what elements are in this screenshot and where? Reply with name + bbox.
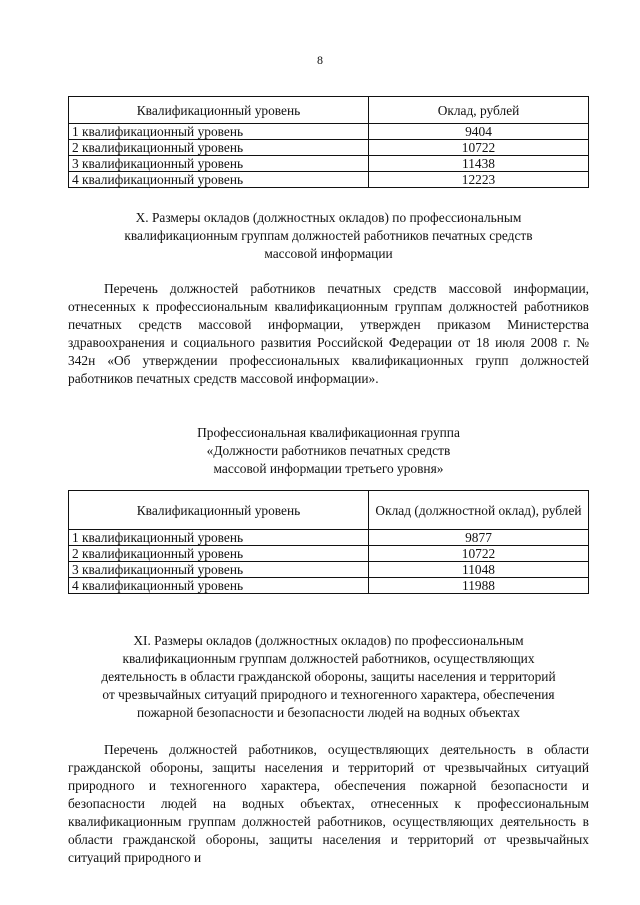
qualification-group-title <box>68 424 589 478</box>
salary-cell: 11048 <box>369 562 589 578</box>
table-row <box>69 140 589 156</box>
salary-table-1 <box>68 96 589 188</box>
salary-cell: 9404 <box>369 124 589 140</box>
section-10-heading <box>68 209 589 263</box>
heading-line: квалификационным группам должностей работников, осуществляющих <box>122 651 535 666</box>
level-cell: 1 квалификационный уровень <box>69 530 369 546</box>
column-header-salary: Оклад (должностной оклад), рублей <box>369 491 589 530</box>
heading-line: деятельность в области гражданской обороны, защиты населения и территорий <box>101 669 556 684</box>
table-row <box>69 124 589 140</box>
salary-cell: 12223 <box>369 172 589 188</box>
column-header-level: Квалификационный уровень <box>69 97 369 124</box>
salary-cell: 10722 <box>369 546 589 562</box>
level-cell: 4 квалификационный уровень <box>69 578 369 594</box>
column-header-salary: Оклад, рублей <box>369 97 589 124</box>
table-row <box>69 156 589 172</box>
group-title-line: массовой информации третьего уровня» <box>213 461 444 476</box>
salary-cell: 9877 <box>369 530 589 546</box>
salary-cell: 10722 <box>369 140 589 156</box>
salary-cell: 11988 <box>369 578 589 594</box>
table-row <box>69 530 589 546</box>
column-header-level: Квалификационный уровень <box>69 491 369 530</box>
heading-line: пожарной безопасности и безопасности людей на водных объектах <box>136 705 521 720</box>
level-cell: 1 квалификационный уровень <box>69 124 369 140</box>
level-cell: 4 квалификационный уровень <box>69 172 369 188</box>
heading-line: квалификационным группам должностей работников печатных средств <box>124 228 533 243</box>
heading-line: от чрезвычайных ситуаций природного и техногенного характера, обеспечения <box>102 687 555 702</box>
page-number: 8 <box>317 53 323 67</box>
table-header-row <box>69 491 589 530</box>
table-header-row <box>69 97 589 124</box>
section-11-heading <box>68 632 589 722</box>
salary-table-2 <box>68 490 589 594</box>
heading-line: XI. Размеры окладов (должностных окладов) по профессиональным <box>133 633 524 648</box>
section-11-paragraph: Перечень должностей работников, осуществляющих деятельность в области гражданской обороны, защиты населения и территорий от чрезвычайных ситуаций природного и техногенного характера, обеспечения пожарной безопасности и безопасности людей на водных объектах, отнесенных к профессиональным квалификационным группам должностей работников, осуществляющих деятельность в области гражданской обороны, защиты населения и территорий от чрезвычайных ситуаций природного и <box>68 742 589 865</box>
group-title-line: Профессиональная квалификационная группа <box>197 425 460 440</box>
salary-cell: 11438 <box>369 156 589 172</box>
level-cell: 3 квалификационный уровень <box>69 156 369 172</box>
group-title-line: «Должности работников печатных средств <box>206 443 451 458</box>
level-cell: 3 квалификационный уровень <box>69 562 369 578</box>
table-row <box>69 172 589 188</box>
table-row <box>69 562 589 578</box>
heading-line: массовой информации <box>264 246 393 261</box>
level-cell: 2 квалификационный уровень <box>69 546 369 562</box>
table-row <box>69 546 589 562</box>
heading-line: X. Размеры окладов (должностных окладов) по профессиональным <box>135 210 522 225</box>
table-row <box>69 578 589 594</box>
level-cell: 2 квалификационный уровень <box>69 140 369 156</box>
section-10-paragraph: Перечень должностей работников печатных средств массовой информации, отнесенных к профессиональным квалификационным группам должностей работников печатных средств массовой информации, утвержден приказом Министерства здравоохранения и социального развития Российской Федерации от 18 июля 2008 г. № 342н «Об утверждении профессиональных квалификационных групп должностей работников печатных средств массовой информации». <box>68 281 589 386</box>
